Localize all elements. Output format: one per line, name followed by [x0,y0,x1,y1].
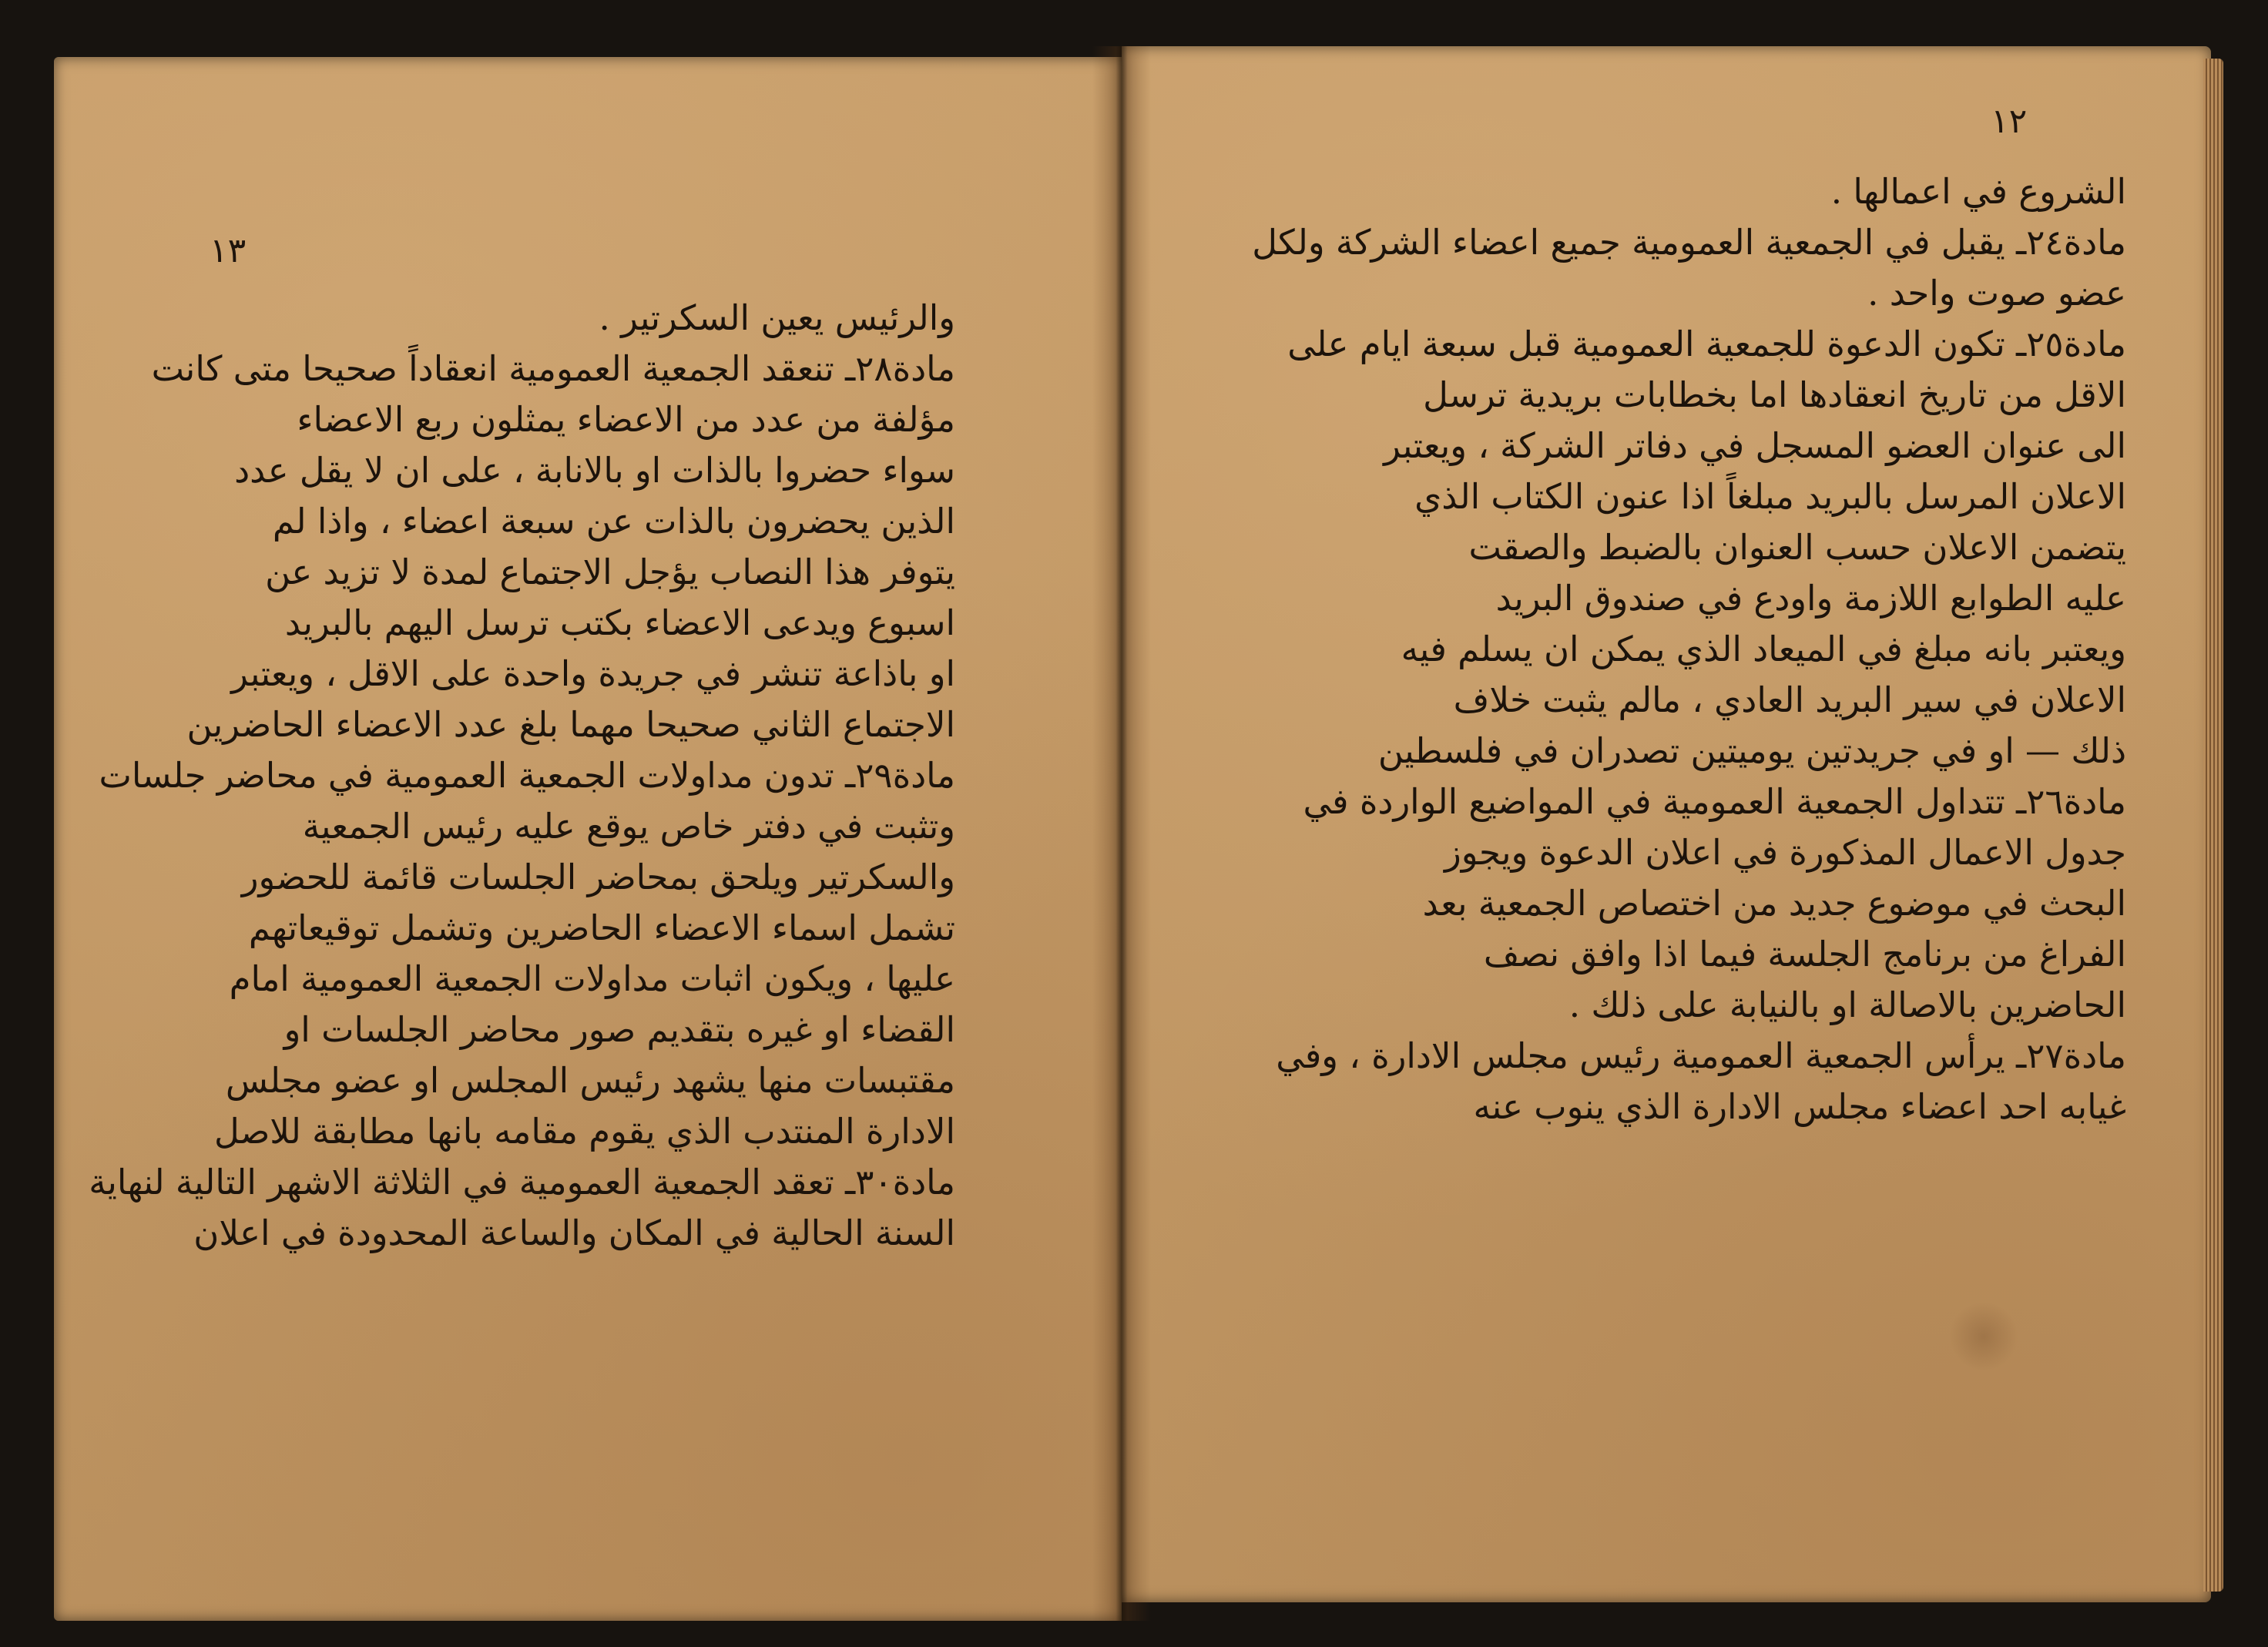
text-line: مادة٢٥ـ تكون الدعوة للجمعية العمومية قبل سبعة ايام على [1287,324,2126,364]
text-line: الحاضرين بالاصالة او بالنيابة على ذلك . [1568,985,2126,1025]
text-line: مادة٢٩ـ تدون مداولات الجمعية العمومية في محاضر جلسات [99,755,955,796]
right-page-number: ١٢ [1991,102,2028,141]
text-line: مؤلفة من عدد من الاعضاء يمثلون ربع الاعضاء [297,399,955,440]
text-line: مادة٢٤ـ يقبل في الجمعية العمومية جميع اعضاء الشركة ولكل [1252,222,2126,263]
left-page-text [89,293,955,1259]
text-line: جدول الاعمال المذكورة في اعلان الدعوة ويجوز [1444,832,2126,873]
text-line: الذين يحضرون بالذات عن سبعة اعضاء ، واذا لم [272,501,955,542]
text-line: مادة٢٦ـ تتداول الجمعية العمومية في المواضيع الواردة في [1303,781,2126,822]
text-line: مادة٢٧ـ يرأس الجمعية العمومية رئيس مجلس الادارة ، وفي [1276,1035,2126,1076]
text-line: السنة الحالية في المكان والساعة المحدودة في اعلان [193,1213,955,1253]
text-line: القضاء او غيره بتقديم صور محاضر الجلسات او [284,1009,955,1050]
text-line: مقتبسات منها يشهد رئيس المجلس او عضو مجلس [225,1060,955,1101]
text-line: الادارة المنتدب الذي يقوم مقامه بانها مطابقة للاصل [214,1111,955,1152]
text-line: تشمل اسماء الاعضاء الحاضرين وتشمل توقيعاتهم [248,907,955,948]
page-edges [2203,59,2223,1592]
text-line: عضو صوت واحد . [1867,273,2126,314]
text-line: والرئيس يعين السكرتير . [599,297,955,338]
text-line: والسكرتير ويلحق بمحاضر الجلسات قائمة للحضور [241,857,955,897]
text-line: مادة٣٠ـ تعقد الجمعية العمومية في الثلاثة الاشهر التالية لنهاية [89,1162,955,1203]
text-line: مادة٢٨ـ تنعقد الجمعية العمومية انعقاداً صحيحا متى كانت [151,348,955,389]
text-line: سواء حضروا بالذات او بالانابة ، على ان لا يقل عدد [234,450,955,491]
text-line: الى عنوان العضو المسجل في دفاتر الشركة ، ويعتبر [1384,425,2126,466]
text-line: ذلك — او في جريدتين يوميتين تصدران في فلسطين [1377,730,2126,771]
text-line: عليه الطوابع اللازمة واودع في صندوق البريد [1495,578,2126,619]
right-page-text [1252,166,2126,1132]
text-line: يتوفر هذا النصاب يؤجل الاجتماع لمدة لا تزيد عن [265,552,955,592]
text-line: وتثبت في دفتر خاص يوقع عليه رئيس الجمعية [302,806,955,847]
text-line: الشروع في اعمالها . [1830,171,2126,212]
left-page-number: ١٣ [210,231,247,270]
text-line: الاعلان المرسل بالبريد مبلغاً اذا عنون الكتاب الذي [1414,476,2126,517]
text-line: او باذاعة تنشر في جريدة واحدة على الاقل ، ويعتبر [231,653,955,694]
paper-stain [1949,1302,2018,1371]
text-line: الاعلان في سير البريد العادي ، مالم يثبت خلاف [1453,679,2126,720]
text-line: البحث في موضوع جديد من اختصاص الجمعية بعد [1422,883,2126,924]
text-line: يتضمن الاعلان حسب العنوان بالضبط والصقت [1468,527,2126,568]
text-line: اسبوع ويدعى الاعضاء بكتب ترسل اليهم بالبريد [284,602,955,643]
text-line: الاجتماع الثاني صحيحا مهما بلغ عدد الاعضاء الحاضرين [186,704,955,745]
text-line: عليها ، ويكون اثبات مداولات الجمعية العمومية امام [229,958,955,999]
book-gutter [1092,46,1151,1621]
text-line: غيابه احد اعضاء مجلس الادارة الذي ينوب عنه [1473,1086,2126,1127]
text-line: الاقل من تاريخ انعقادها اما بخطابات بريدية ترسل [1423,374,2126,415]
text-line: ويعتبر بانه مبلغ في الميعاد الذي يمكن ان يسلم فيه [1401,629,2126,669]
text-line: الفراغ من برنامج الجلسة فيما اذا وافق نصف [1483,934,2126,974]
